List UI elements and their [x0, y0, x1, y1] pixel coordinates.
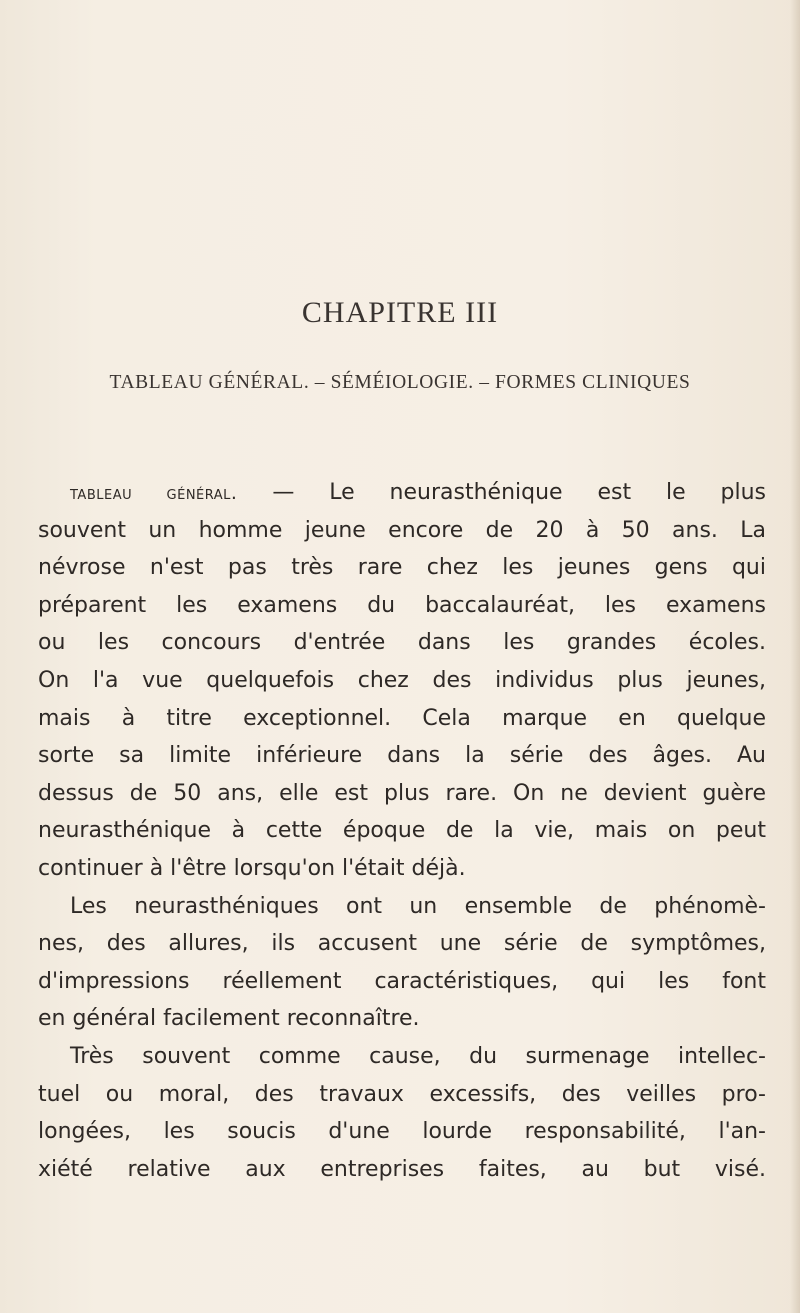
text-line-3: névrose n'est pas très rare chez les jeunes gens qui	[38, 555, 766, 581]
text-line-1-rest: — Le neurasthénique est le plus	[237, 480, 766, 505]
text-line-5: ou les concours d'entrée dans les grandes écoles.	[38, 630, 766, 656]
text-line-11: continuer à l'être lorsqu'on l'était déjà.	[38, 855, 466, 881]
text-line-12: Les neurasthéniques ont un ensemble de phénomè-	[70, 893, 766, 919]
body-text	[38, 474, 766, 1188]
text-line-6: On l'a vue quelquefois chez des individus plus jeunes,	[38, 667, 766, 693]
text-line-13: nes, des allures, ils accusent une série de symptômes,	[38, 931, 766, 957]
text-line-7: mais à titre exceptionnel. Cela marque en quelque	[38, 705, 766, 731]
text-line-17: tuel ou moral, des travaux excessifs, des veilles pro-	[38, 1081, 766, 1107]
text-line-19: xiété relative aux entreprises faites, au but visé.	[38, 1156, 766, 1182]
text-line-16: Très souvent comme cause, du surmenage intellec-	[70, 1043, 766, 1069]
text-line-1	[38, 474, 766, 512]
text-line-14: d'impressions réellement caractéristiques, qui les font	[38, 968, 766, 994]
text-line-4: préparent les examens du baccalauréat, les examens	[38, 592, 766, 618]
page-edge-shadow	[790, 0, 800, 1313]
chapter-title: CHAPITRE III	[301, 296, 499, 329]
text-line-8: sorte sa limite inférieure dans la série des âges. Au	[38, 743, 766, 769]
text-line-10: neurasthénique à cette époque de la vie, mais on peut	[38, 818, 766, 844]
text-line-15: en général facilement reconnaître.	[38, 1006, 420, 1032]
text-line-18: longées, les soucis d'une lourde responsabilité, l'an-	[38, 1119, 766, 1145]
text-line-2: souvent un homme jeune encore de 20 à 50 ans. La	[38, 517, 766, 543]
section-lead: tableau général.	[70, 482, 238, 504]
chapter-subtitle: TABLEAU GÉNÉRAL. – SÉMÉIOLOGIE. – FORMES CLINIQUES	[109, 372, 691, 393]
text-line-9: dessus de 50 ans, elle est plus rare. On ne devient guère	[38, 780, 766, 806]
